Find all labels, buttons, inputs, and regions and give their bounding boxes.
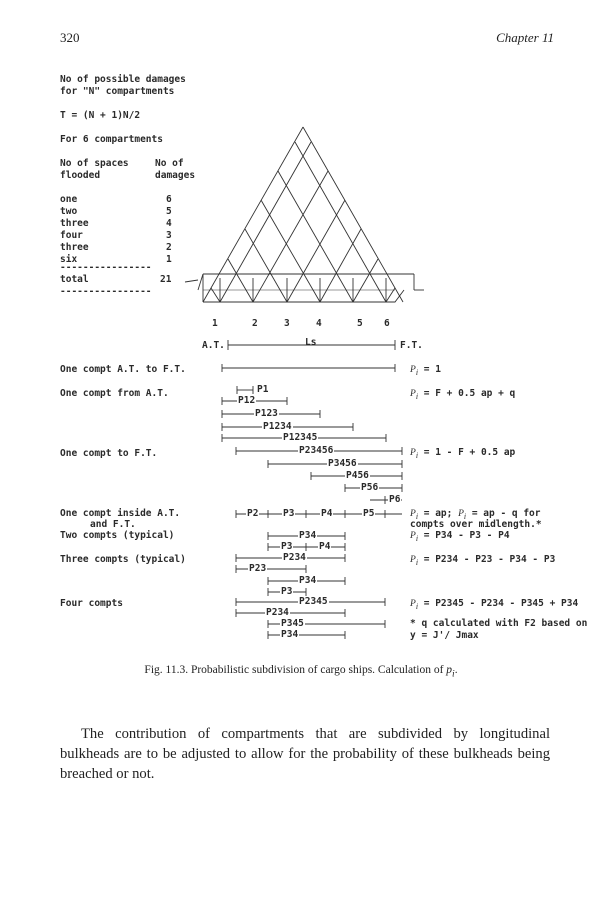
case-inside-2: and F.T.	[90, 519, 136, 530]
compartment-number: 3	[284, 318, 290, 329]
range-label: P234	[283, 552, 306, 563]
row-value: 3	[166, 230, 172, 241]
notes-line1: No of possible damages	[60, 74, 186, 85]
range-label: P3	[283, 508, 295, 519]
col1-header-1: No of spaces	[60, 158, 129, 169]
body-paragraph: The contribution of compartments that are subdivided by longitudinal bulkheads are to be adjusted to allow for the probability of these bulkheads being breached or not.	[60, 726, 550, 782]
row-label: three	[60, 218, 89, 229]
row-label: four	[60, 230, 83, 241]
case-four: Four compts	[60, 598, 123, 609]
notes-line2: for "N" compartments	[60, 86, 175, 97]
ft-label: F.T.	[400, 340, 423, 351]
col2-header-1: No of	[155, 158, 184, 169]
row-label: six	[60, 254, 78, 265]
range-label: P4	[319, 541, 331, 552]
ls-label: Ls	[305, 337, 317, 348]
case-two: Two compts (typical)	[60, 530, 175, 541]
row-value: 5	[166, 206, 172, 217]
formula-6: $P_i = P234 - P23 - P34 - P3$	[410, 554, 556, 567]
range-label: P56	[361, 482, 379, 493]
range-label: P34	[281, 629, 299, 640]
formula-7: $P_i = P2345 - P234 - P345 + P34$	[410, 598, 579, 611]
compartment-number: 2	[252, 318, 258, 329]
range-label: P34	[299, 530, 317, 541]
range-label: P12	[238, 395, 256, 406]
range-label: P234	[266, 607, 289, 618]
footnote-line2: y = J'/ Jmax	[410, 630, 479, 641]
compartment-number: 1	[212, 318, 218, 329]
figure-caption: Fig. 11.3. Probabilistic subdivision of cargo ships. Calculation of $p_i$.	[144, 664, 458, 680]
range-label: P34	[299, 575, 317, 586]
range-label: P4	[321, 508, 333, 519]
formula-total: T = (N + 1)N/2	[60, 110, 141, 121]
chapter-title: Chapter 11	[496, 30, 554, 45]
range-label: P123	[255, 408, 278, 419]
page-number: 320	[60, 30, 80, 45]
range-label: P2	[247, 508, 259, 519]
compartment-number: 4	[316, 318, 322, 329]
row-label: three	[60, 242, 89, 253]
col1-header-2: flooded	[60, 170, 101, 181]
formula-2: $P_i = F + 0.5$ ap + q	[410, 388, 516, 401]
range-label: P23456	[299, 445, 334, 456]
row-value: 2	[166, 242, 172, 253]
range-label: P6	[389, 494, 401, 505]
range-label: P5	[363, 508, 375, 519]
col2-header-2: damages	[155, 170, 196, 181]
range-label: P1234	[263, 421, 292, 432]
formula-4-note: compts over midlength.*	[410, 519, 542, 530]
case-three: Three compts (typical)	[60, 554, 186, 565]
case-inside-1: One compt inside A.T.	[60, 508, 181, 519]
range-label: P345	[281, 618, 304, 629]
dash-line: ----------------	[60, 262, 152, 273]
total-label: total	[60, 274, 89, 285]
formula-3: $P_i = 1 - F + 0.5$ ap	[410, 447, 516, 460]
at-label: A.T.	[202, 340, 225, 351]
range-label: P3456	[328, 458, 357, 469]
case-at-to-ft: One compt A.T. to F.T.	[60, 364, 186, 375]
range-label: P2345	[299, 596, 328, 607]
range-label: P456	[346, 470, 369, 481]
total-value: 21	[160, 274, 172, 285]
range-label: P3	[281, 586, 293, 597]
triangle-right-edge	[303, 127, 403, 302]
row-label: one	[60, 194, 78, 205]
range-label: P23	[249, 563, 267, 574]
compartment-number: 6	[384, 318, 390, 329]
formula-5: $P_i = P34 - P3 - P4$	[410, 530, 510, 543]
range-label: P1	[257, 384, 269, 395]
range-label: P12345	[283, 432, 318, 443]
row-value: 4	[166, 218, 172, 229]
dash-line: ----------------	[60, 286, 152, 297]
notes-heading: For 6 compartments	[60, 134, 163, 145]
footnote-line1: * q calculated with F2 based on	[410, 618, 588, 629]
compartment-number: 5	[357, 318, 363, 329]
formula-4: $P_i$ = ap; $P_i$ = ap - q for	[410, 508, 541, 521]
case-to-ft: One compt to F.T.	[60, 448, 158, 459]
case-from-at: One compt from A.T.	[60, 388, 169, 399]
row-value: 1	[166, 254, 172, 265]
range-label: P3	[281, 541, 293, 552]
row-value: 6	[166, 194, 172, 205]
triangle-left-edge	[203, 127, 303, 302]
formula-1: $P_i = 1$	[410, 364, 441, 377]
row-label: two	[60, 206, 78, 217]
